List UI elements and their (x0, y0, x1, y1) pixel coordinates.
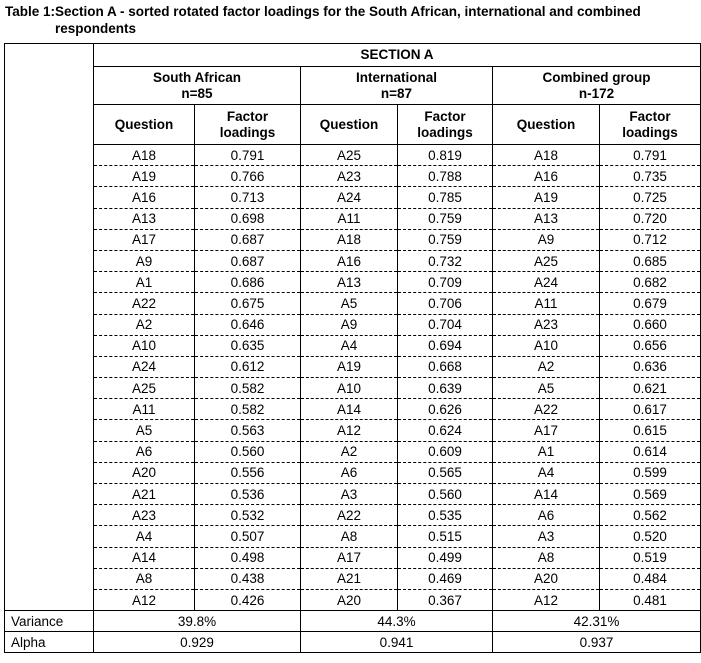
stub-header-cell (5, 44, 94, 145)
question-cell: A14 (301, 399, 398, 420)
factor-loading-cell: 0.656 (600, 335, 701, 356)
question-cell: A5 (493, 378, 600, 399)
question-cell: A1 (493, 441, 600, 462)
table-row (5, 314, 701, 335)
factor-loading-cell: 0.515 (398, 526, 493, 547)
question-cell: A14 (94, 547, 195, 568)
question-cell: A10 (94, 335, 195, 356)
question-cell: A10 (301, 378, 398, 399)
question-cell: A16 (301, 250, 398, 271)
question-cell: A2 (493, 356, 600, 377)
table-row (5, 378, 701, 399)
factor-loading-cell: 0.682 (600, 272, 701, 293)
question-cell: A10 (493, 335, 600, 356)
factor-loading-cell: 0.556 (195, 462, 301, 483)
table-row (5, 568, 701, 589)
question-cell: A4 (493, 462, 600, 483)
question-cell: A21 (94, 484, 195, 505)
factor-loading-cell: 0.687 (195, 250, 301, 271)
question-cell: A11 (493, 293, 600, 314)
factor-loading-cell: 0.536 (195, 484, 301, 505)
question-cell: A25 (493, 250, 600, 271)
factor-loading-cell: 0.582 (195, 378, 301, 399)
factor-loading-cell: 0.426 (195, 589, 301, 610)
factor-loading-cell: 0.720 (600, 208, 701, 229)
factor-loading-cell: 0.438 (195, 568, 301, 589)
question-cell: A8 (94, 568, 195, 589)
question-cell: A24 (94, 356, 195, 377)
factor-loading-cell: 0.498 (195, 547, 301, 568)
question-cell: A21 (301, 568, 398, 589)
question-cell: A23 (301, 166, 398, 187)
question-cell: A25 (301, 145, 398, 166)
factor-loading-cell: 0.617 (600, 399, 701, 420)
factor-loading-cell: 0.675 (195, 293, 301, 314)
column-header-question: Question (493, 105, 600, 145)
factor-loading-cell: 0.686 (195, 272, 301, 293)
question-cell: A19 (301, 356, 398, 377)
table-title: Section A - sorted rotated factor loadings for the South African, international and combined respondents (55, 4, 641, 36)
factor-loading-cell: 0.520 (600, 526, 701, 547)
factor-loading-cell: 0.735 (600, 166, 701, 187)
group-header-south-african (94, 67, 301, 105)
question-cell: A20 (493, 568, 600, 589)
factor-loading-cell: 0.791 (195, 145, 301, 166)
table-row (5, 505, 701, 526)
factor-loadings-table (4, 43, 701, 653)
table-row (5, 208, 701, 229)
question-cell: A4 (301, 335, 398, 356)
footer-value: 44.3% (301, 611, 493, 632)
table-row (5, 293, 701, 314)
factor-loading-cell: 0.785 (398, 187, 493, 208)
question-cell: A5 (301, 293, 398, 314)
factor-loading-cell: 0.712 (600, 229, 701, 250)
factor-loading-cell: 0.565 (398, 462, 493, 483)
factor-loading-cell: 0.535 (398, 505, 493, 526)
table-row (5, 145, 701, 166)
group-header-international (301, 67, 493, 105)
column-header-question: Question (301, 105, 398, 145)
question-cell: A3 (301, 484, 398, 505)
question-cell: A20 (94, 462, 195, 483)
factor-loading-cell: 0.519 (600, 547, 701, 568)
factor-loading-cell: 0.614 (600, 441, 701, 462)
question-cell: A18 (301, 229, 398, 250)
table-row (5, 166, 701, 187)
question-cell: A13 (94, 208, 195, 229)
section-header: SECTION A (94, 44, 701, 67)
footer-row-alpha (5, 632, 701, 653)
table-row (5, 356, 701, 377)
factor-loading-cell: 0.759 (398, 229, 493, 250)
footer-row-variance (5, 611, 701, 632)
group-n: n=85 (181, 85, 213, 101)
factor-loading-cell: 0.694 (398, 335, 493, 356)
group-name: International (355, 69, 437, 85)
factor-loading-cell: 0.646 (195, 314, 301, 335)
table-row (5, 229, 701, 250)
question-cell: A12 (493, 589, 600, 610)
footer-label: Alpha (5, 632, 94, 653)
question-cell: A4 (94, 526, 195, 547)
factor-loading-cell: 0.713 (195, 187, 301, 208)
factor-loading-cell: 0.759 (398, 208, 493, 229)
footer-label: Variance (5, 611, 94, 632)
question-cell: A18 (94, 145, 195, 166)
question-cell: A17 (94, 229, 195, 250)
footer-value: 0.937 (493, 632, 701, 653)
factor-loading-cell: 0.499 (398, 547, 493, 568)
table-row (5, 441, 701, 462)
table-number: Table 1: (5, 4, 56, 19)
factor-loading-cell: 0.615 (600, 420, 701, 441)
question-cell: A24 (301, 187, 398, 208)
question-cell: A19 (94, 166, 195, 187)
factor-loading-cell: 0.698 (195, 208, 301, 229)
question-cell: A6 (94, 441, 195, 462)
factor-loading-cell: 0.624 (398, 420, 493, 441)
stub-cell (5, 145, 94, 611)
factor-loading-cell: 0.599 (600, 462, 701, 483)
question-cell: A5 (94, 420, 195, 441)
question-cell: A13 (301, 272, 398, 293)
question-cell: A22 (301, 505, 398, 526)
question-cell: A16 (94, 187, 195, 208)
factor-loading-cell: 0.469 (398, 568, 493, 589)
table-row (5, 250, 701, 271)
factor-loading-cell: 0.612 (195, 356, 301, 377)
question-cell: A20 (301, 589, 398, 610)
footer-value: 42.31% (493, 611, 701, 632)
column-header-factor: Factor loadings (600, 105, 701, 145)
factor-loading-cell: 0.685 (600, 250, 701, 271)
question-cell: A13 (493, 208, 600, 229)
factor-loading-cell: 0.732 (398, 250, 493, 271)
question-cell: A14 (493, 484, 600, 505)
question-cell: A16 (493, 166, 600, 187)
footer-value: 0.941 (301, 632, 493, 653)
factor-loading-cell: 0.484 (600, 568, 701, 589)
question-cell: A24 (493, 272, 600, 293)
question-cell: A1 (94, 272, 195, 293)
question-cell: A25 (94, 378, 195, 399)
column-header-factor: Factor loadings (398, 105, 493, 145)
factor-loading-cell: 0.679 (600, 293, 701, 314)
table-row (5, 526, 701, 547)
question-cell: A9 (493, 229, 600, 250)
factor-loading-cell: 0.725 (600, 187, 701, 208)
factor-loading-cell: 0.626 (398, 399, 493, 420)
question-cell: A22 (493, 399, 600, 420)
factor-loading-cell: 0.609 (398, 441, 493, 462)
question-cell: A11 (301, 208, 398, 229)
question-cell: A2 (94, 314, 195, 335)
table-row (5, 589, 701, 610)
factor-loading-cell: 0.660 (600, 314, 701, 335)
footer-value: 0.929 (94, 632, 301, 653)
factor-loading-cell: 0.621 (600, 378, 701, 399)
question-cell: A11 (94, 399, 195, 420)
question-cell: A22 (94, 293, 195, 314)
group-n: n=87 (380, 85, 413, 101)
group-header-combined (493, 67, 701, 105)
factor-loading-cell: 0.532 (195, 505, 301, 526)
factor-loading-cell: 0.791 (600, 145, 701, 166)
factor-loading-cell: 0.560 (398, 484, 493, 505)
question-cell: A18 (493, 145, 600, 166)
column-header-factor: Factor loadings (195, 105, 301, 145)
question-cell: A8 (301, 526, 398, 547)
question-cell: A17 (301, 547, 398, 568)
factor-loading-cell: 0.766 (195, 166, 301, 187)
factor-loading-cell: 0.709 (398, 272, 493, 293)
question-cell: A17 (493, 420, 600, 441)
table-row (5, 335, 701, 356)
factor-loading-cell: 0.704 (398, 314, 493, 335)
factor-loading-cell: 0.706 (398, 293, 493, 314)
question-cell: A6 (301, 462, 398, 483)
factor-loading-cell: 0.687 (195, 229, 301, 250)
table-row (5, 272, 701, 293)
group-name: Combined group (542, 69, 651, 85)
question-cell: A6 (493, 505, 600, 526)
factor-loading-cell: 0.636 (600, 356, 701, 377)
factor-loading-cell: 0.481 (600, 589, 701, 610)
factor-loading-cell: 0.635 (195, 335, 301, 356)
question-cell: A23 (493, 314, 600, 335)
question-cell: A9 (94, 250, 195, 271)
question-cell: A19 (493, 187, 600, 208)
factor-loading-cell: 0.639 (398, 378, 493, 399)
table-row (5, 399, 701, 420)
question-cell: A2 (301, 441, 398, 462)
table-row (5, 484, 701, 505)
factor-loading-cell: 0.788 (398, 166, 493, 187)
factor-loading-cell: 0.507 (195, 526, 301, 547)
question-cell: A8 (493, 547, 600, 568)
factor-loading-cell: 0.563 (195, 420, 301, 441)
table-row (5, 547, 701, 568)
factor-loading-cell: 0.560 (195, 441, 301, 462)
footer-value: 39.8% (94, 611, 301, 632)
factor-loading-cell: 0.582 (195, 399, 301, 420)
factor-loading-cell: 0.819 (398, 145, 493, 166)
factor-loading-cell: 0.668 (398, 356, 493, 377)
table-row (5, 187, 701, 208)
factor-loading-cell: 0.569 (600, 484, 701, 505)
question-cell: A12 (301, 420, 398, 441)
group-name: South African (152, 69, 241, 85)
question-cell: A9 (301, 314, 398, 335)
table-row (5, 462, 701, 483)
table-caption (5, 3, 655, 37)
question-cell: A12 (94, 589, 195, 610)
question-cell: A23 (94, 505, 195, 526)
factor-loading-cell: 0.562 (600, 505, 701, 526)
question-cell: A3 (493, 526, 600, 547)
factor-loading-cell: 0.367 (398, 589, 493, 610)
table-row (5, 420, 701, 441)
group-n: n-172 (578, 85, 615, 101)
column-header-question: Question (94, 105, 195, 145)
